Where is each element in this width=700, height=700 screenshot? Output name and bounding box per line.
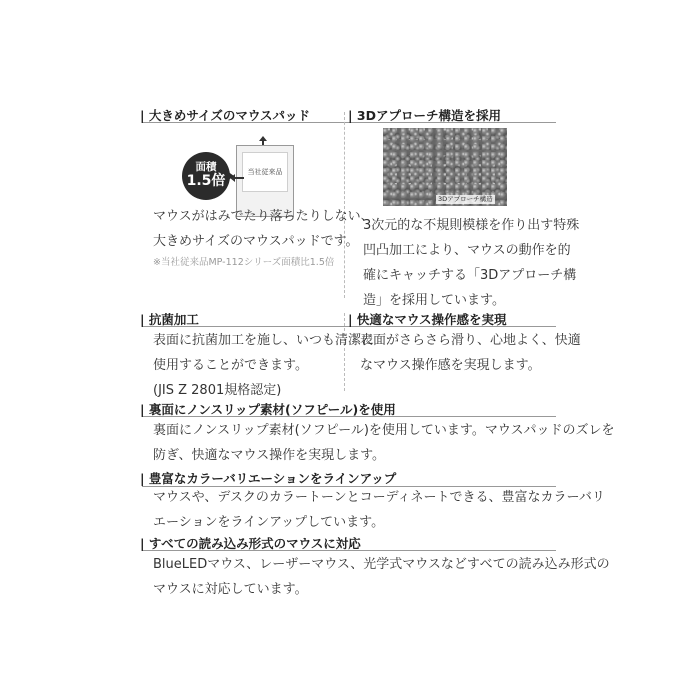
section-title-size: | 大きめサイズのマウスパッド bbox=[140, 108, 311, 123]
readers-body bbox=[153, 552, 610, 602]
section-title-comfort: | 快適なマウス操作感を実現 bbox=[348, 312, 507, 327]
section-title-readers: | すべての読み込み形式のマウスに対応 bbox=[140, 536, 361, 551]
nonslip-body bbox=[153, 418, 615, 468]
antibacterial-line-1: 表面に抗菌加工を施し、いつも清潔に bbox=[153, 333, 375, 348]
conventional-pad-box: 当社従来品 bbox=[242, 152, 288, 192]
section-title-colors: | 豊富なカラーバリエーションをラインアップ bbox=[140, 471, 397, 486]
approach-line-3: 確にキャッチする「3Dアプローチ構 bbox=[363, 268, 577, 283]
badge-bottom-text: 1.5倍 bbox=[186, 173, 226, 189]
comfort-line-1: 表面がさらさら滑り、心地よく、快適 bbox=[360, 333, 581, 348]
antibacterial-body bbox=[153, 328, 374, 403]
colors-body bbox=[153, 485, 605, 535]
approach-line-4: 造」を採用しています。 bbox=[363, 293, 505, 308]
antibacterial-line-2: 使用することができます。 bbox=[153, 358, 308, 373]
size-footnote: ※当社従来品MP-112シリーズ面積比1.5倍 bbox=[153, 257, 335, 268]
size-line-2: 大きめサイズのマウスパッドです。 bbox=[153, 234, 359, 249]
badge-pointer bbox=[227, 171, 234, 181]
colors-line-2: エーションをラインアップしています。 bbox=[153, 515, 385, 530]
colors-line-1: マウスや、デスクのカラートーンとコーディネートできる、豊富なカラーバリ bbox=[153, 490, 605, 505]
readers-line-1: BlueLEDマウス、レーザーマウス、光学式マウスなどすべての読み込み形式の bbox=[153, 557, 610, 572]
texture-caption: 3Dアプローチ構造 bbox=[438, 195, 493, 203]
nonslip-line-2: 防ぎ、快適なマウス操作を実現します。 bbox=[153, 448, 386, 463]
approach-line-1: 3次元的な不規則模様を作り出す特殊 bbox=[363, 218, 580, 233]
comfort-line-2: なマウス操作感を実現します。 bbox=[360, 358, 541, 373]
comfort-body bbox=[360, 328, 581, 378]
size-line-1: マウスがはみでたり落ちたりしない、 bbox=[153, 209, 374, 224]
area-badge bbox=[182, 152, 230, 200]
section-title-nonslip: | 裏面にノンスリップ素材(ソフピール)を使用 bbox=[140, 402, 396, 417]
readers-line-2: マウスに対応しています。 bbox=[153, 582, 308, 597]
nonslip-line-1: 裏面にノンスリップ素材(ソフピール)を使用しています。マウスパッドのズレを bbox=[153, 423, 615, 438]
approach-line-2: 凹凸加工により、マウスの動作を的 bbox=[363, 243, 571, 258]
section-title-antibacterial: | 抗菌加工 bbox=[140, 312, 199, 327]
badge-top-text: 面積 bbox=[195, 161, 217, 173]
size-body bbox=[153, 204, 374, 254]
antibacterial-line-3: (JIS Z 2801規格認定) bbox=[153, 383, 282, 398]
section-title-approach: | 3Dアプローチ構造を採用 bbox=[348, 108, 501, 123]
approach-body bbox=[363, 213, 579, 313]
